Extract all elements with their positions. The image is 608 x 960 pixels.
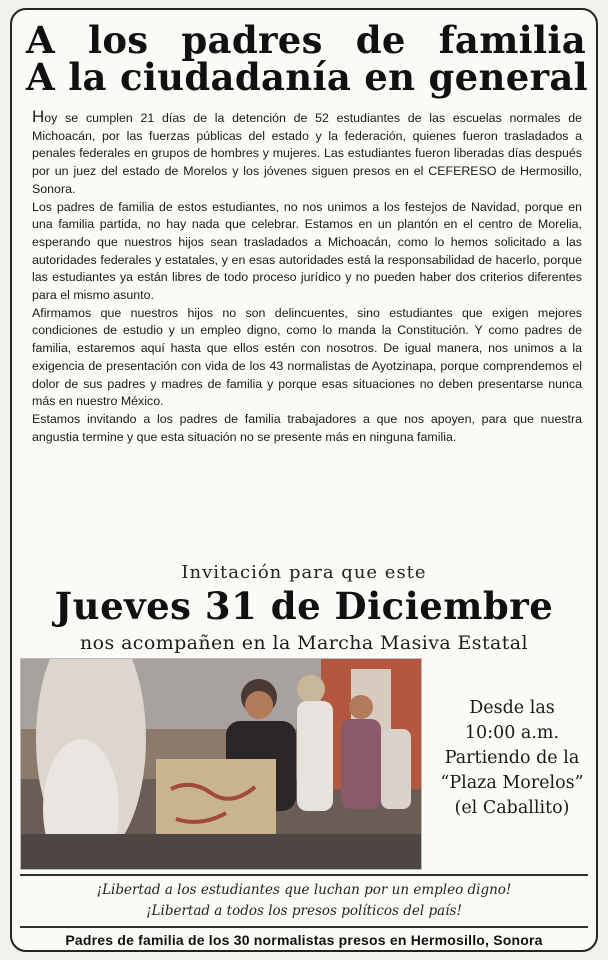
event-location: “Plaza Morelos” (440, 773, 584, 793)
headline-line-2: A la ciudadanía en general (26, 55, 588, 99)
divider (20, 926, 588, 928)
divider (20, 874, 588, 876)
headline-word: los (87, 18, 149, 62)
slogan-line: ¡Libertad a todos los presos políticos del país! (146, 903, 462, 919)
event-date: Jueves 31 de Diciembre (54, 584, 554, 628)
headline-word: de (355, 18, 406, 62)
headline-word: A (26, 18, 56, 62)
headline-word: familia (438, 18, 586, 62)
slogan-line: ¡Libertad a los estudiantes que luchan por un empleo digno! (96, 882, 512, 898)
march-line: nos acompañen en la Marcha Masiva Estatal (80, 632, 528, 654)
event-details (432, 696, 592, 821)
headline-word: padres (181, 18, 323, 62)
invitation-line: Invitación para que este (181, 562, 427, 583)
signature-line: Padres de familia de los 30 normalistas presos en Hermosillo, Sonora (65, 932, 543, 948)
headline (26, 18, 588, 99)
paragraph-families: Los padres de familia de estos estudiantes, no nos unimos a los festejos de Navidad, porque en una familia partida, no hay nada que celebrar. Estamos en un plantón en el centro de Morelia, esperando que nuestros hijos sean trasladados a Michoacán, como lo hemos solicitado a las autoridades federales y estatales, y en esas autoridades está la responsabilidad de hacerlo, porque las estudiantes ya están libres de todo proceso jurídico y no pueden haber dos criterios diferentes para el mismo asunto. (32, 199, 582, 303)
protest-photo-image (21, 659, 421, 869)
paragraph-invitation: Estamos invitando a los padres de familia trabajadores a que nos apoyen, para que nuestra angustia termine y que esta situación no se presente más en ninguna familia. (32, 411, 582, 444)
protest-photo (20, 658, 422, 870)
paragraph-demands: Afirmamos que nuestros hijos no son delincuentes, sino estudiantes que exigen mejores condiciones de estudio y un empleo digno, como lo manda la Constitución. Y como padres de familia, estaremos aquí hasta que ellos estén con nosotros. De igual manera, nos unimos a la exigencia de presentación con vida de los 43 normalistas de Ayotzinapa, porque comprendemos el dolor de sus padres y madres de familia y porque esas situaciones no deben presentarse nunca más en nuestro México. (32, 305, 582, 409)
slogans (12, 880, 596, 922)
statement-body (32, 108, 582, 446)
event-location-nickname: (el Caballito) (454, 798, 570, 818)
paragraph-text: oy se cumplen 21 días de la detención de 52 estudiantes de las escuelas normales de Michoacán, por las fuerzas públicas del estado y la federación, quienes fueron trasladados a penales federales en grupos de hombres y mujeres. Las estudiantes fueron liberadas días después por un juez del estado de Morelos y los jóvenes siguen presos en el CEFERESO de Hermosillo, Sonora. (32, 111, 582, 196)
details-line: Desde las (469, 698, 555, 718)
event-time: 10:00 a.m. (464, 723, 560, 743)
drop-letter: H (32, 107, 45, 126)
details-line: Partiendo de la (444, 748, 580, 768)
paragraph-detention (32, 108, 582, 199)
headline-line-1 (26, 18, 586, 62)
flyer (10, 8, 598, 952)
